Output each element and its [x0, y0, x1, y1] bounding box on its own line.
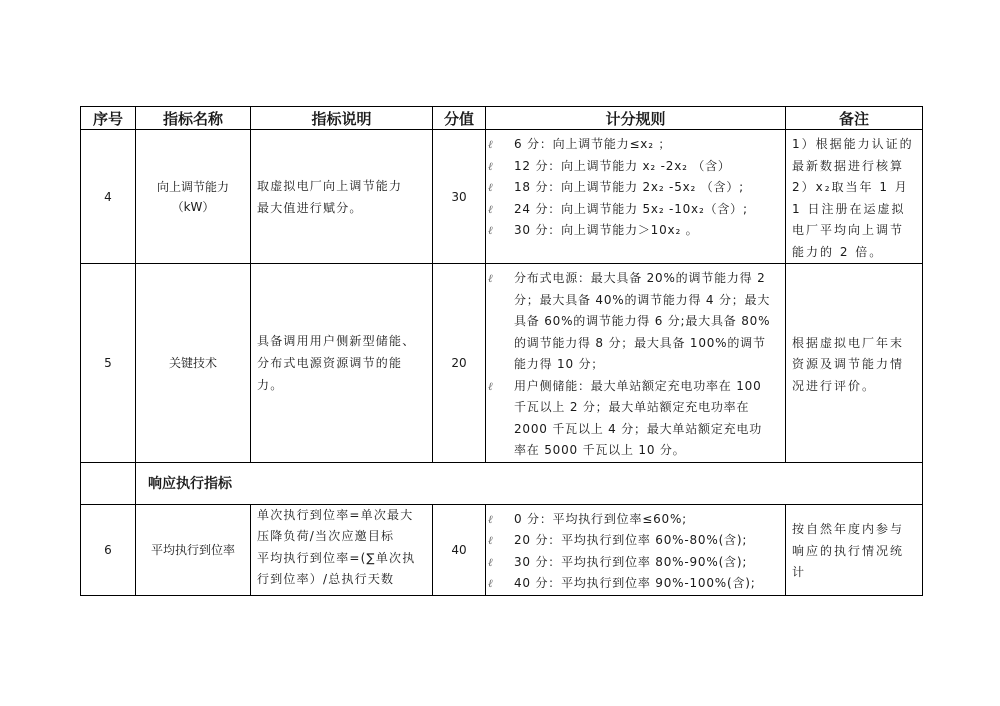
row-name	[136, 130, 251, 264]
note-line: 响应的执行情况统	[792, 543, 905, 558]
rule-item: ℓ 分布式电源：最大具备 20%的调节能力得 2 分；最大具备 40%的调节能力得 4 分；最大 具备 60%的调节能力得 6 分;最大具备 80% 的调节能力得 8 分；最大具备 100%的调节 能力得 10 分；	[488, 268, 781, 376]
row-num: 4	[81, 130, 136, 264]
table-row	[81, 264, 923, 463]
row-rules	[486, 264, 786, 463]
row-name-line: （kW）	[171, 199, 215, 214]
header-note: 备注	[786, 107, 923, 130]
row-score: 20	[433, 264, 486, 463]
row-name: 关键技术	[136, 264, 251, 463]
rule-item: ℓ 18 分：向上调节能力 2x₂ -5x₂ （含）;	[488, 177, 781, 199]
note-line: 1 日注册在运虚拟	[792, 201, 906, 216]
rule-item: ℓ 0 分：平均执行到位率≤60%;	[488, 509, 781, 531]
bullet-icon: ℓ	[488, 138, 494, 151]
note-line: 况进行评价。	[792, 378, 877, 393]
row-score: 30	[433, 130, 486, 264]
row-desc-line: 力。	[257, 377, 284, 392]
header-desc: 指标说明	[251, 107, 433, 130]
rule-item: ℓ 用户侧储能：最大单站额定充电功率在 100 千瓦以上 2 分；最大单站额定充电功率在 2000 千瓦以上 4 分；最大单站额定充电功 率在 5000 千瓦以上 10 分。	[488, 376, 781, 462]
row-desc-line: 平均执行到位率=(∑单次执	[257, 550, 416, 565]
bullet-icon: ℓ	[488, 181, 494, 194]
bullet-icon: ℓ	[488, 159, 494, 173]
section-spacer	[81, 462, 136, 504]
row-rules	[486, 504, 786, 595]
row-rules	[486, 130, 786, 264]
header-score: 分值	[433, 107, 486, 130]
rule-item: ℓ 30 分：平均执行到位率 80%-90%(含);	[488, 552, 781, 574]
note-line: 根据虚拟电厂年末	[792, 335, 905, 350]
row-num: 6	[81, 504, 136, 595]
note-line: 1）根据能力认证的	[792, 137, 914, 151]
scoring-table	[80, 106, 923, 596]
row-name-line: 向上调节能力	[156, 179, 229, 194]
row-name: 平均执行到位率	[136, 504, 251, 595]
bullet-icon: ℓ	[488, 272, 494, 285]
rule-item: ℓ 24 分：向上调节能力 5x₂ -10x₂（含）;	[488, 199, 781, 221]
section-title: 响应执行指标	[136, 462, 923, 504]
note-line: 资源及调节能力情	[792, 357, 905, 371]
note-line: 最新数据进行核算	[792, 158, 905, 173]
note-line: 2）x₂取当年 1 月	[792, 180, 909, 194]
rule-item: ℓ 6 分：向上调节能力≤x₂ ；	[488, 134, 781, 156]
rule-item: ℓ 30 分：向上调节能力＞10x₂ 。	[488, 220, 781, 242]
row-desc-line: 行到位率）/总执行天数	[257, 572, 395, 586]
header-name: 指标名称	[136, 107, 251, 130]
bullet-icon: ℓ	[488, 534, 494, 547]
rule-item: ℓ 12 分：向上调节能力 x₂ -2x₂ （含）	[488, 156, 781, 178]
row-desc-line: 具备调用用户侧新型储能、	[257, 333, 416, 348]
table-row	[81, 504, 923, 595]
row-desc-line: 最大值进行赋分。	[257, 200, 363, 215]
bullet-icon: ℓ	[488, 555, 494, 569]
table-row	[81, 130, 923, 264]
row-num: 5	[81, 264, 136, 463]
row-note	[786, 504, 923, 595]
bullet-icon: ℓ	[488, 512, 494, 526]
row-desc	[251, 130, 433, 264]
bullet-icon: ℓ	[488, 577, 494, 590]
header-num: 序号	[81, 107, 136, 130]
bullet-icon: ℓ	[488, 202, 494, 216]
header-row	[81, 107, 923, 130]
row-desc-line: 单次执行到位率=单次最大	[257, 507, 414, 522]
row-score: 40	[433, 504, 486, 595]
bullet-icon: ℓ	[488, 224, 494, 237]
row-note	[786, 130, 923, 264]
row-note	[786, 264, 923, 463]
section-row	[81, 462, 923, 504]
header-rules: 计分规则	[486, 107, 786, 130]
row-desc	[251, 504, 433, 595]
note-line: 电厂平均向上调节	[792, 223, 905, 237]
row-desc-line: 分布式电源资源调节的能	[257, 355, 403, 370]
note-line: 计	[792, 565, 807, 580]
note-line: 按自然年度内参与	[792, 522, 905, 537]
note-line: 能力的 2 倍。	[792, 244, 884, 259]
row-desc-line: 取虚拟电厂向上调节能力	[257, 178, 403, 193]
rule-item: ℓ 20 分：平均执行到位率 60%-80%(含);	[488, 530, 781, 552]
row-desc-line: 压降负荷/当次应邀目标	[257, 529, 395, 543]
bullet-icon: ℓ	[488, 379, 494, 393]
row-desc	[251, 264, 433, 463]
rule-item: ℓ 40 分：平均执行到位率 90%-100%(含);	[488, 573, 781, 595]
